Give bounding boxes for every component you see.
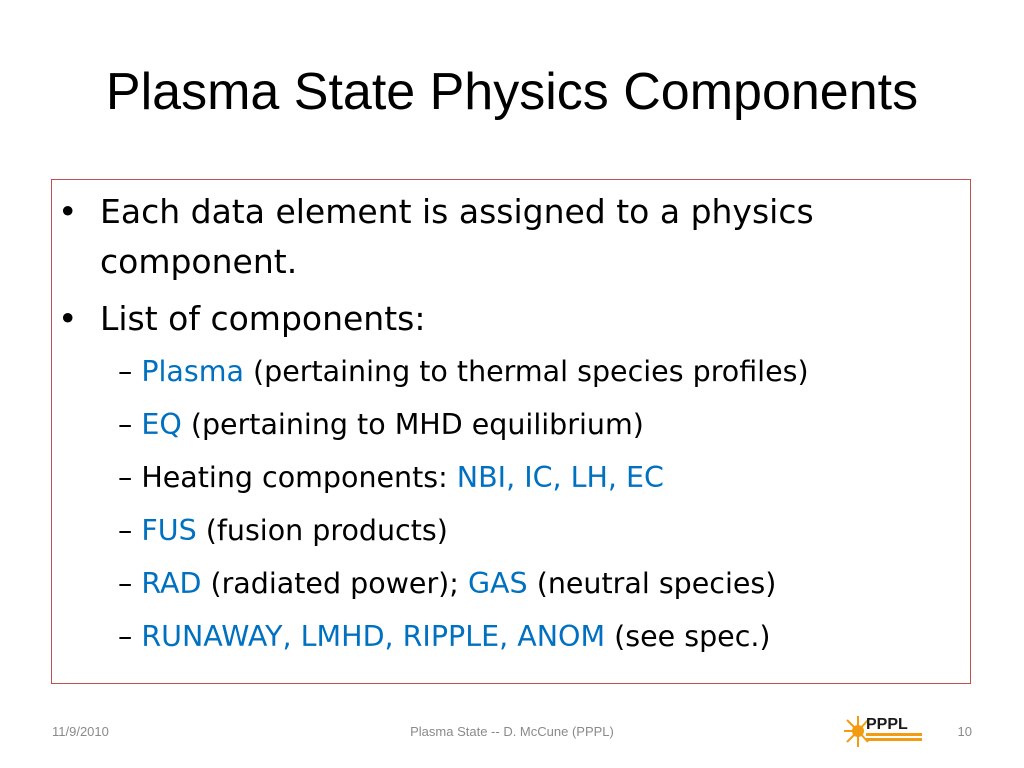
component-name: Plasma [141,355,244,388]
component-name: GAS [467,567,528,600]
bullet-text: List of components: [100,299,426,338]
component-desc: (see spec.) [605,620,771,653]
component-name: EQ [141,408,182,441]
footer-date: 11/9/2010 [52,724,109,739]
component-desc: (radiated power); [201,567,468,600]
dash-marker: – [118,514,133,547]
bullet-text: Each data element is assigned to a physics component. [100,192,814,281]
component-name: RUNAWAY, LMHD, RIPPLE, ANOM [141,620,606,653]
footer-center: Plasma State -- D. McCune (PPPL) [410,724,614,739]
sub-bullet-eq [118,405,644,445]
sub-bullet-fus [118,511,448,551]
bullet-marker: • [58,299,78,338]
bullet-marker: • [58,192,78,231]
component-desc: (neutral species) [527,567,777,600]
pppl-logo [844,712,926,750]
sub-bullet-rad-gas [118,564,776,604]
sub-bullet-plasma [118,352,809,392]
sub-bullet-heating [118,458,664,498]
dash-marker: – [118,461,133,494]
dash-marker: – [118,355,133,388]
dash-marker: – [118,620,133,653]
component-name: FUS [141,514,197,547]
component-name: NBI, IC, LH, EC [456,461,664,494]
sub-bullet-runaway [118,617,771,657]
component-name: RAD [141,567,202,600]
footer-page-number: 10 [957,724,972,739]
component-desc: (pertaining to MHD equilibrium) [181,408,644,441]
dash-marker: – [118,408,133,441]
dash-marker: – [118,567,133,600]
component-desc: (fusion products) [196,514,448,547]
component-desc: Heating components: [141,461,457,494]
component-desc: (pertaining to thermal species profiles) [243,355,809,388]
slide-title: Plasma State Physics Components [105,63,919,121]
logo-text: PPPL [866,716,908,733]
